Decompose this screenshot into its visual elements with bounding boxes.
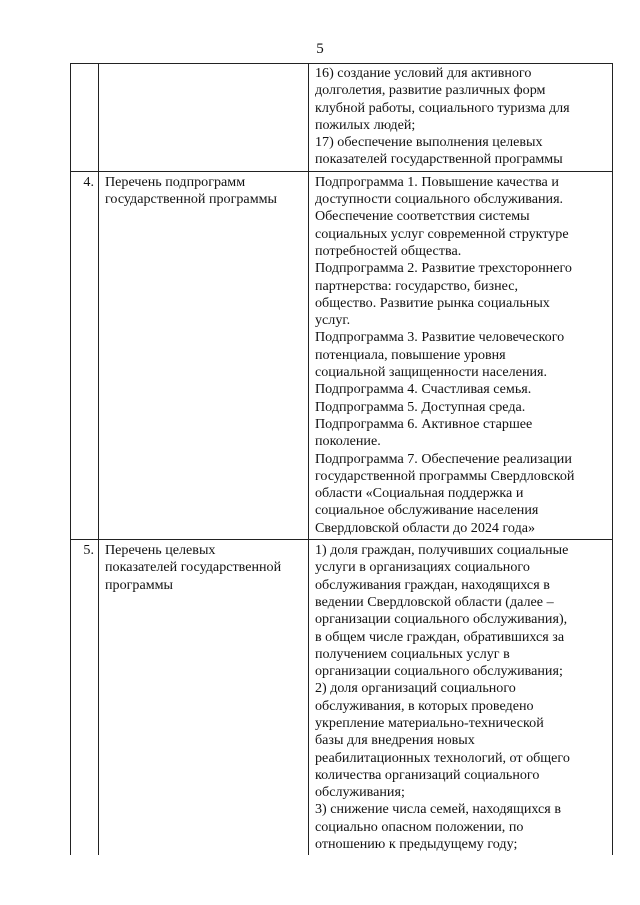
- name-line: показателей государственной: [105, 559, 282, 576]
- content-line: социальных услуг современной структуре: [315, 225, 569, 242]
- content-line: потенциала, повышение уровня: [315, 346, 506, 363]
- content-line: поколение.: [315, 433, 381, 450]
- row-content-cell: [309, 540, 613, 856]
- name-line: государственной программы: [105, 191, 277, 208]
- content-line: Обеспечение соответствия системы: [315, 208, 530, 225]
- row-content-cell: [309, 64, 613, 172]
- row-number: [71, 64, 99, 172]
- row-number: 5.: [71, 540, 99, 856]
- content-line: в общем числе граждан, обратившихся за: [315, 628, 565, 645]
- name-line: Перечень подпрограмм: [105, 173, 246, 190]
- content-line: Подпрограмма 2. Развитие трехстороннего: [315, 260, 572, 277]
- content-line: Подпрограмма 6. Активное старшее: [315, 415, 533, 432]
- row-number: 4.: [71, 171, 99, 539]
- content-line: количества организаций социального: [315, 766, 540, 783]
- table-row: [71, 540, 613, 856]
- content-line: 2) доля организаций социального: [315, 680, 516, 697]
- passport-table: [70, 63, 613, 855]
- content-line: Подпрограмма 4. Счастливая семья.: [315, 381, 532, 398]
- content-line: пожилых людей;: [315, 116, 416, 133]
- table-body: [71, 64, 613, 856]
- content-line: организации социального обслуживания),: [315, 611, 568, 628]
- content-line: общество. Развитие рынка социальных: [315, 294, 550, 311]
- content-line: показателей государственной программы: [315, 151, 563, 168]
- row-name-cell: [99, 171, 309, 539]
- content-line: базы для внедрения новых: [315, 732, 475, 749]
- content-line: потребностей общества.: [315, 242, 462, 259]
- content-line: обслуживания граждан, находящихся в: [315, 576, 550, 593]
- content-line: услуг.: [315, 312, 351, 329]
- content-line: доступности социального обслуживания.: [315, 191, 564, 208]
- content-line: социальной защищенности населения.: [315, 364, 548, 381]
- content-line: социальное обслуживание населения: [315, 502, 539, 519]
- content-line: долголетия, развитие различных форм: [315, 82, 546, 99]
- content-line: государственной программы Свердловской: [315, 467, 575, 484]
- content-line: партнерства: государство, бизнес,: [315, 277, 519, 294]
- content-line: получением социальных услуг в: [315, 645, 510, 662]
- name-line: Перечень целевых: [105, 542, 216, 559]
- content-line: 3) снижение числа семей, находящихся в: [315, 801, 561, 818]
- row-name-cell: [99, 64, 309, 172]
- content-line: клубной работы, социального туризма для: [315, 99, 570, 116]
- content-line: Подпрограмма 3. Развитие человеческого: [315, 329, 565, 346]
- content-line: Свердловской области до 2024 года»: [315, 519, 536, 536]
- table-row: [71, 171, 613, 539]
- page-number: 5: [316, 41, 324, 57]
- content-line: 17) обеспечение выполнения целевых: [315, 134, 543, 151]
- row-content-cell: [309, 171, 613, 539]
- name-line: программы: [105, 576, 174, 593]
- content-line: укрепление материально-технической: [315, 714, 544, 731]
- content-line: области «Социальная поддержка и: [315, 485, 524, 502]
- content-line: отношению к предыдущему году;: [315, 836, 518, 853]
- content-line: Подпрограмма 7. Обеспечение реализации: [315, 450, 572, 467]
- content-line: социально опасном положении, по: [315, 818, 524, 835]
- content-line: организации социального обслуживания;: [315, 663, 563, 680]
- content-line: обслуживания;: [315, 784, 405, 801]
- content-line: ведении Свердловской области (далее –: [315, 593, 554, 610]
- content-line: обслуживания, в которых проведено: [315, 697, 534, 714]
- content-line: Подпрограмма 5. Доступная среда.: [315, 398, 526, 415]
- content-line: 1) доля граждан, получивших социальные: [315, 542, 569, 559]
- content-line: Подпрограмма 1. Повышение качества и: [315, 173, 559, 190]
- row-name-cell: [99, 540, 309, 856]
- content-line: реабилитационных технологий, от общего: [315, 749, 570, 766]
- table-row: [71, 64, 613, 172]
- content-line: услуги в организациях социального: [315, 559, 530, 576]
- content-line: 16) создание условий для активного: [315, 65, 532, 81]
